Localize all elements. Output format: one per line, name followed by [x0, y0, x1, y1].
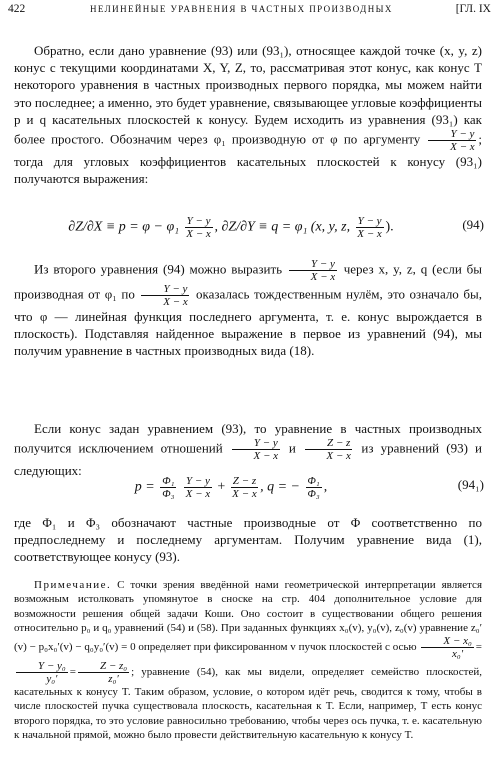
equation-94-1-body: p = $\frac{\text{Φ₁}}{\text{Φ₃}}$ $\frac{Y - y}{X - x}$ + $\frac{Z - z}{X - x}$ , q = − $\frac{\text{Φ₁}}{\text{Φ₃}}$ ,: [134, 475, 328, 500]
note: Примечание. С точки зрения введённой нами геометрической интерпретации является возможным истолковать упомянутое в сноске на стр. 404 дополнительное условие для возможности решения общей задачи Коши. Оно состоит в существовании общего решения относительно p₀ и q₀ уравнений (54) и (58). При заданных функциях x₀(v), y₀(v), z₀(v) уравнение z₀′(v) − p₀x₀′(v) − q₀y₀′(v) = 0 определяет при фиксированном v пучок плоскостей с осью $\frac{\text{X − x₀}}{\text{x₀′}}$ = $\frac{\text{Y − y₀}}{\text{y₀′}}$ = $\frac{\text{Z − z₀}}{\text{z₀′}}$ ; уравнение (54), как мы видели, определяет семейство плоскостей, касательных к конусу T. Таким образом, условие, о котором идёт речь, сводится к тому, чтобы в числе плоскостей пучка существовала плоскость, касательная к T. Если, например, T есть конус второго порядка, то это условие равносильно требованию, чтобы через ось пучка, т. е. касательную к начальной прямой, можно было провести действительную касательную к конусу T.: [14, 579, 483, 742]
note-label: Примечание.: [34, 579, 112, 591]
paragraph-1: Обратно, если дано уравнение (93) или (93₁), относящее каждой точке (x, y, z) конус с текущими координатами X, Y, Z, то, рассматривая этот конус, как конус T некоторого уравнения в частных производных первого порядка, мы можем найти это последнее; а именно, это будет уравнение, связывающее угловые коэффициенты p и q касательных плоскостей к конусу. Будем исходить из уравнения (93₁) как более простого. Обозначим через φ₁ производную от φ по аргументу $\frac{Y - y}{X - x}$ ; тогда для угловых коэффициентов касательных плоскостей к конусу (93₁) получаются выражения:: [14, 43, 483, 187]
equation-94-body: ∂Z/∂X ≡ p = φ − φ₁ $\frac{Y - y}{X - x}$ , ∂Z/∂Y ≡ q = φ₁ (x, y, z, $\frac{Y - y}{X - x}$ ).: [68, 215, 394, 240]
fraction: $\frac{Y - y}{X - x}$: [428, 128, 476, 153]
paragraph-4: где Φ₁ и Φ₃ обозначают частные производные от Φ соответственно по предпоследнему и последнему аргументам. Получим уравнение вида (1), соответствующее конусу (93).: [14, 515, 482, 565]
paragraph-2: Из второго уравнения (94) можно выразить $\frac{Y - y}{X - x}$ через x, y, z, q (если бы производная от φ₁ по $\frac{Y - y}{X - x}$ оказалась тождественным нулём, это означало бы, что φ — линейная функция последнего аргумента, т. е. конус вырождается в плоскость). Подставляя найденное выражение в первое из уравнений (94), мы получим уравнение в частных производных вида (18).: [14, 258, 483, 359]
page-number: 422: [8, 3, 26, 15]
equation-94-1: [14, 466, 484, 506]
paragraph-3: Если конус задан уравнением (93), то уравнение в частных производных получится исключением отношений $\frac{Y - y}{X - x}$ и $\frac{Z - z}{X - x}$ из уравнений (93) и следующих:: [14, 421, 483, 479]
equation-number: (94): [462, 217, 484, 232]
running-title: НЕЛИНЕЙНЫЕ УРАВНЕНИЯ В ЧАСТНЫХ ПРОИЗВОДНЫХ: [90, 4, 393, 14]
equation-94: [14, 206, 484, 246]
equation-number: (94₁): [457, 477, 484, 492]
page-header: [8, 3, 491, 21]
chapter-label: [ГЛ. IX: [455, 3, 491, 15]
